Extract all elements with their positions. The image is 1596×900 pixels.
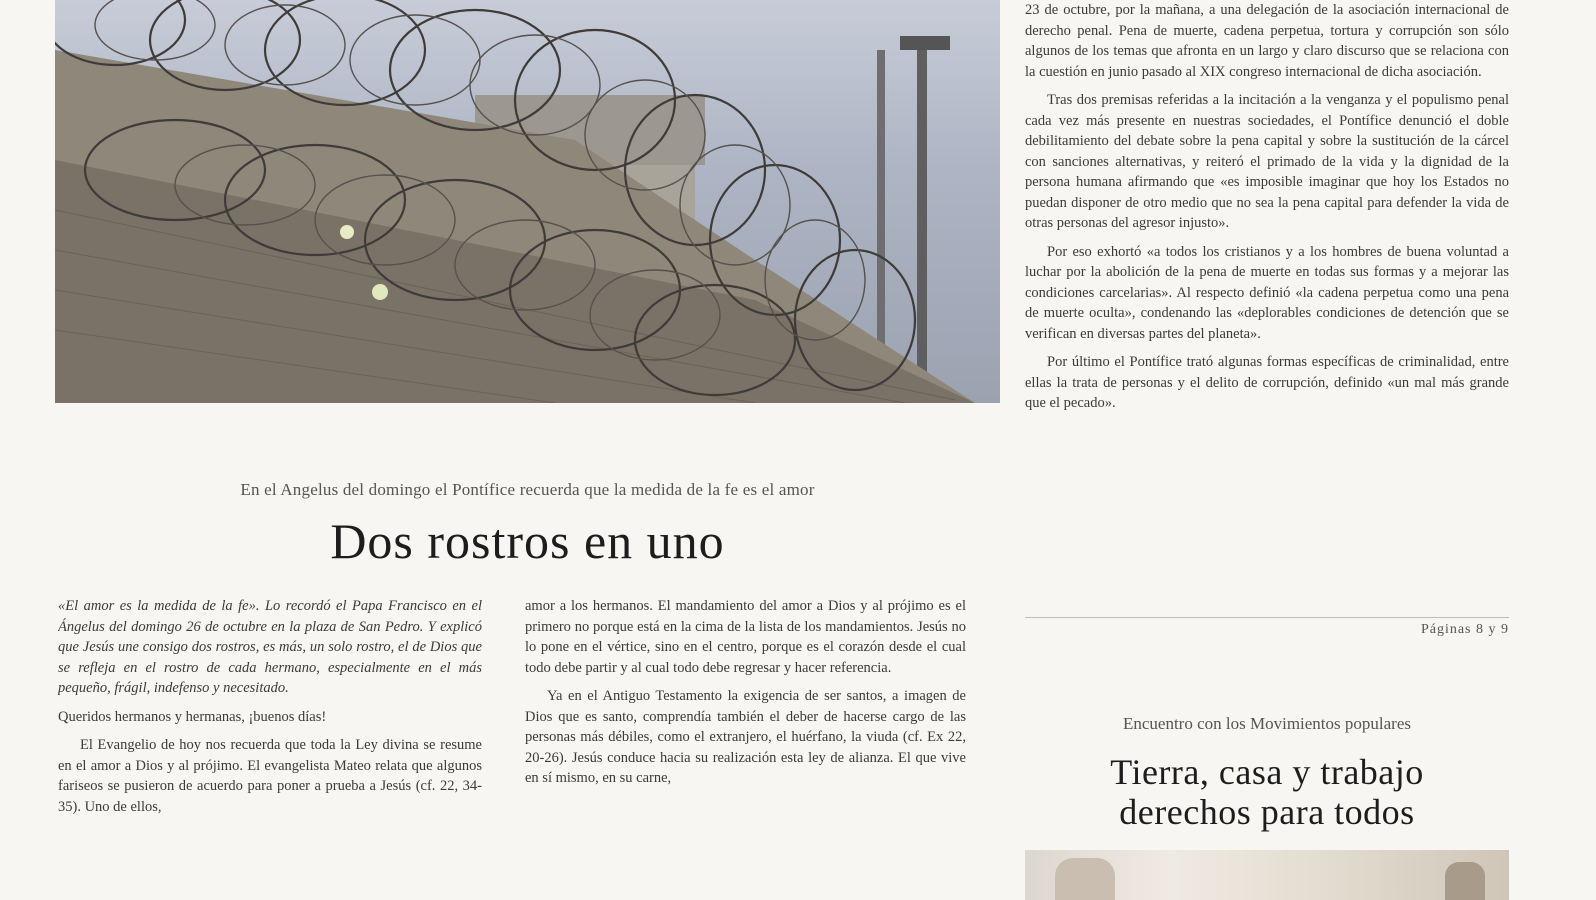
article-paragraph: Tras dos premisas referidas a la incitación a la venganza y el populismo penal cada vez más presente en nuestras sociedades, el Pontífice denunció el doble debilitamiento del debate sobre la pena capital y sobre la sustitución de la cárcel con sanciones alternativas, y reiteró el primado de la vida y la dignidad de la persona humana afirmando que «es imposible imaginar que hoy los Estados no puedan disponer de otro medio que no sea la pena capital para defender la vida de otras personas del agresor injusto».: [1025, 92, 1509, 231]
main-article-headline: Dos rostros en uno: [330, 513, 725, 569]
main-article-column-1: [58, 596, 482, 900]
article-paragraph: Ya en el Antiguo Testamento la exigencia de ser santos, a imagen de Dios que es santo, comprendía también el deber de hacerse cargo de las personas más débiles, como el extranjero, el huérfano, la viuda (cf. Ex 22, 20-26). Jesús conduce hacia su realización esta ley de alianza. El que vive en sí mismo, en su carne,: [525, 688, 966, 786]
headline-line-1: Tierra, casa y trabajo: [1110, 752, 1424, 792]
divider: [1025, 617, 1509, 618]
article-paragraph: Queridos hermanos y hermanas, ¡buenos días!: [58, 708, 327, 725]
article-paragraph: El Evangelio de hoy nos recuerda que toda la Ley divina se resume en el amor a Dios y al prójimo. El evangelista Mateo relata que algunos fariseos se pusieron de acuerdo para poner a prueba a Jesús (cf. 22, 34-35). Uno de ellos,: [58, 737, 482, 815]
main-article-kicker: En el Angelus del domingo el Pontífice recuerda que la medida de la fe es el amor: [240, 480, 815, 499]
meeting-photo: [1025, 850, 1509, 900]
article-paragraph: amor a los hermanos. El mandamiento del amor a Dios y al prójimo es el primero no porque está en la cima de la lista de los mandamientos. Jesús no lo pone en el vértice, sino en el centro, porque es el corazón desde el cual todo debe partir y al cual todo debe regresar y hacer referencia.: [525, 598, 966, 676]
headline-line-2: derechos para todos: [1119, 792, 1415, 832]
article-paragraph: 23 de octubre, por la mañana, a una delegación de la asociación internacional de derecho penal. Pena de muerte, cadena perpetua, tortura y corrupción son sólo algunos de los temas que afronta en un largo y claro discurso que se relaciona con la cuestión en junio pasado al XIX congreso internacional de dicha asociación.: [1025, 2, 1509, 80]
side-article-column: [1025, 0, 1509, 600]
photo-figure: [1445, 862, 1485, 900]
article-paragraph: Por eso exhortó «a todos los cristianos y a los hombres de buena voluntad a luchar por la abolición de la pena de muerte en todas sus formas y a mejorar las condiciones carcelarias». Al respecto definió «la cadena perpetua como una pena de muerte oculta», condenando las «deplorables condiciones de detención que se verifican en diversas partes del planeta».: [1025, 243, 1509, 342]
secondary-article-headline: [1025, 752, 1509, 832]
secondary-article-kicker: Encuentro con los Movimientos populares: [1122, 714, 1411, 733]
razor-wire-illustration: [55, 0, 1000, 403]
article-paragraph: «El amor es la medida de la fe». Lo recordó el Papa Francisco en el Ángelus del domingo 26 de octubre en la plaza de San Pedro. Y explicó que Jesús une consigo dos rostros, es más, un solo rostro, el de Dios que se refleja en el rostro de cada hermano, especialmente en el más pequeño, frágil, indefenso y necesitado.: [58, 598, 482, 696]
photo-figure: [1055, 858, 1115, 900]
page-reference: Páginas 8 y 9: [1420, 622, 1509, 637]
article-paragraph: Por último el Pontífice trató algunas formas específicas de criminalidad, entre ellas la trata de personas y el delito de corrupción, definido «un mal más grande que el pecado».: [1025, 354, 1509, 411]
prison-wall-photo: [55, 0, 1000, 403]
main-article-column-2: [525, 596, 966, 900]
